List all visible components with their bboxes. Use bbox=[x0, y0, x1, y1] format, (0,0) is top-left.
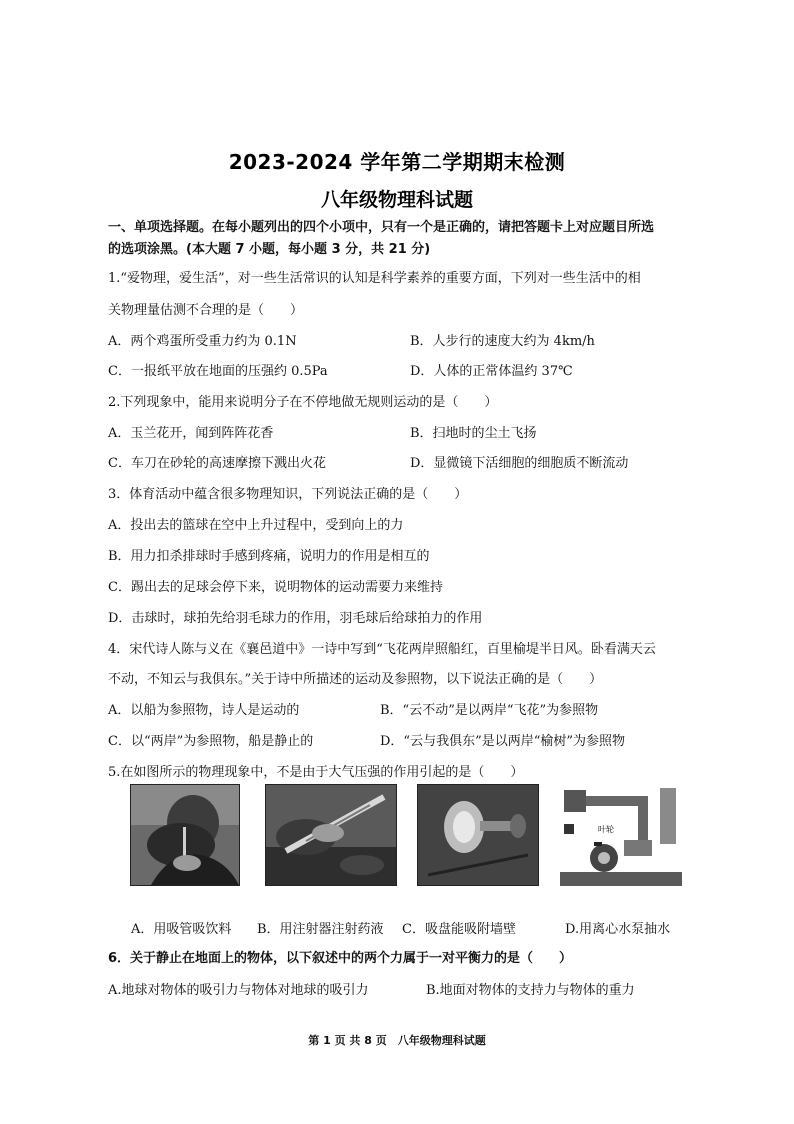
q6-stem: 6．关于静止在地面上的物体，以下叙述中的两个力属于一对平衡力的是（ ） bbox=[108, 951, 573, 966]
q2-option-d: D．显微镜下活细胞的细胞质不断流动 bbox=[410, 456, 629, 471]
q3-stem: 3．体育活动中蕴含很多物理知识，下列说法正确的是（ ） bbox=[108, 487, 468, 502]
q4-option-a: A．以船为参照物，诗人是运动的 bbox=[108, 703, 300, 718]
q1-stem-line-2: 关物理量估测不合理的是（ ） bbox=[108, 303, 304, 318]
suction-cup-photo bbox=[417, 784, 539, 886]
q3-option-b: B．用力扣杀排球时手感到疼痛，说明力的作用是相互的 bbox=[108, 549, 430, 564]
q1-option-c: C．一报纸平放在地面的压强约 0.5Pa bbox=[108, 364, 328, 379]
q2-stem: 2.下列现象中，能用来说明分子在不停地做无规则运动的是（ ） bbox=[108, 395, 498, 410]
q1-option-a: A．两个鸡蛋所受重力约为 0.1N bbox=[108, 334, 297, 349]
pump-impeller-label: 叶轮 bbox=[598, 825, 614, 834]
q6-option-a: A.地球对物体的吸引力与物体对地球的吸引力 bbox=[108, 983, 369, 998]
q1-stem-line-1: 1.“爱物理，爱生活”，对一些生活常识的认知是科学素养的重要方面，下列对一些生活中的相 bbox=[108, 271, 641, 286]
q3-option-c: C．踢出去的足球会停下来，说明物体的运动需要力来维持 bbox=[108, 580, 443, 595]
q5-option-a: A．用吸管吸饮料 bbox=[131, 922, 232, 937]
q6-option-b: B.地面对物体的支持力与物体的重力 bbox=[426, 983, 635, 998]
q2-option-c: C．车刀在砂轮的高速摩擦下溅出火花 bbox=[108, 456, 326, 471]
q5-option-d: D.用离心水泵抽水 bbox=[565, 922, 671, 937]
exam-title: 2023-2024 学年第二学期期末检测 bbox=[228, 150, 566, 174]
q3-option-d: D．击球时，球拍先给羽毛球力的作用，羽毛球后给球拍力的作用 bbox=[108, 611, 483, 626]
section-heading-line-2: 的选项涂黑。(本大题 7 小题，每小题 3 分，共 21 分) bbox=[108, 242, 431, 257]
exam-subtitle: 八年级物理科试题 bbox=[320, 189, 473, 211]
q4-stem-line-1: 4．宋代诗人陈与义在《襄邑道中》一诗中写到“飞花两岸照船红，百里榆堤半日风。卧看满天云 bbox=[108, 642, 656, 657]
page-footer: 第 1 页 共 8 页 八年级物理科试题 bbox=[308, 1034, 486, 1047]
q5-option-c: C．吸盘能吸附墙壁 bbox=[402, 922, 516, 937]
q1-option-d: D．人体的正常体温约 37℃ bbox=[410, 364, 573, 379]
q4-stem-line-2: 不动，不知云与我俱东。”关于诗中所描述的运动及参照物，以下说法正确的是（ ） bbox=[108, 672, 603, 687]
centrifugal-pump-diagram bbox=[560, 784, 682, 888]
q4-option-d: D．“云与我俱东”是以两岸“榆树”为参照物 bbox=[380, 734, 626, 749]
straw-drinking-photo bbox=[130, 784, 240, 886]
q2-option-b: B．扫地时的尘土飞扬 bbox=[410, 426, 537, 441]
q3-option-a: A．投出去的篮球在空中上升过程中，受到向上的力 bbox=[108, 518, 404, 533]
q2-option-a: A．玉兰花开，闻到阵阵花香 bbox=[108, 426, 274, 441]
q5-option-b: B．用注射器注射药液 bbox=[257, 922, 384, 937]
q1-option-b: B．人步行的速度大约为 4km/h bbox=[410, 334, 595, 349]
section-heading-line-1: 一、单项选择题。在每小题列出的四个小项中，只有一个是正确的，请把答题卡上对应题目所选 bbox=[108, 220, 655, 235]
q4-option-b: B．“云不动”是以两岸“飞花”为参照物 bbox=[380, 703, 599, 718]
q4-option-c: C．以“两岸”为参照物，船是静止的 bbox=[108, 734, 314, 749]
q5-stem: 5.在如图所示的物理现象中，不是由于大气压强的作用引起的是（ ） bbox=[108, 765, 524, 780]
syringe-injection-photo bbox=[265, 784, 397, 886]
